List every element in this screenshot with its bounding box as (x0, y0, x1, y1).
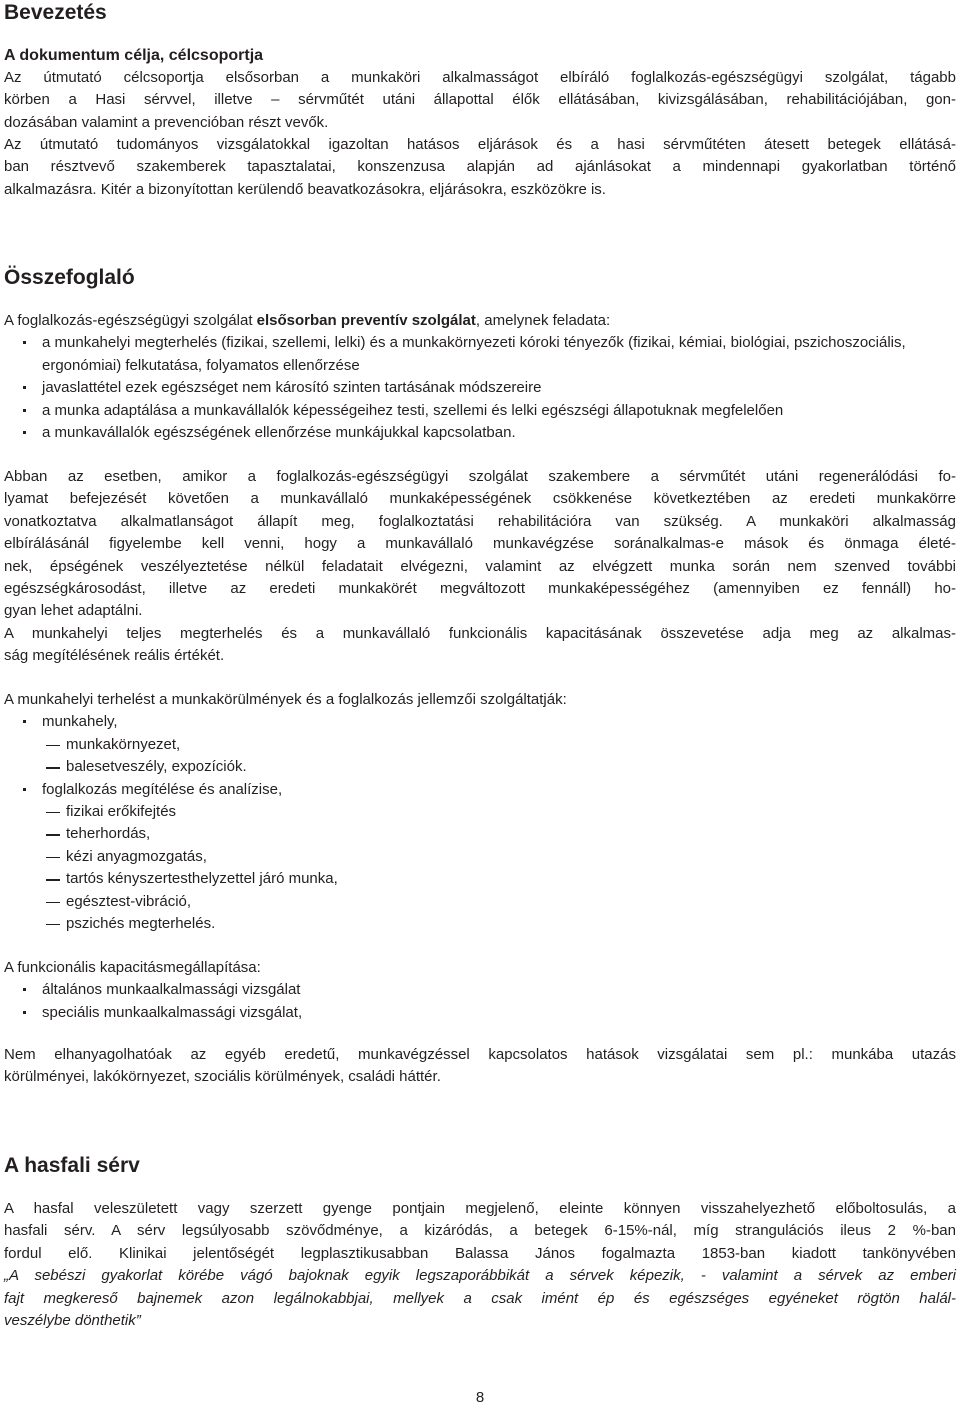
text-line: hasfali sérv. A sérv legsúlyosabb szövődménye, a kizáródás, a betegek 6-15%-nál, míg strangulációs ileus 2 %-ban (4, 1222, 956, 1240)
sub-list-item: tartós kényszertesthelyzettel járó munka, (4, 868, 956, 890)
workload-list (4, 711, 956, 733)
list-item: speciális munkaalkalmassági vizsgálat, (4, 1002, 956, 1024)
sub-list-item: balesetveszély, expozíciók. (4, 756, 956, 778)
text-line: ban résztvevő szakemberek tapasztalatai, konszenzusa alapján ad ajánlásokat a mindennapi gyakorlatban történő (4, 158, 956, 176)
summary-paragraph-3 (4, 466, 956, 668)
quote-line: fajt megkereső bajnemek azon legálnokabbjai, mellyek a csak imént ép és egészséges egyéneket rögtön halál- (4, 1289, 956, 1307)
text-line: egészségkárosodást, illetve az eredeti munkakörét megváltozott munkaképességéhez (amennyiben ez fennáll) ho- (4, 580, 956, 598)
section-title-hasfali-serv: A hasfali sérv (4, 1154, 140, 1177)
text-line: lyamat befejezését követően a munkavállaló munkaképességének csökkenése következtében az eredeti munkakörre (4, 490, 956, 508)
summary-paragraph-5 (4, 1044, 956, 1089)
text-line: A munkahelyi terhelést a munkakörülmények és a foglalkozás jellemzői szolgáltatják: (4, 691, 567, 708)
text-line: körben a Hasi sérvvel, illetve – sérvműtét utáni állapottal élők ellátásában, kivizsgálásában, rehabilitációjában, gon- (4, 91, 956, 109)
workload-sublist-1 (4, 734, 956, 779)
text-line: Az útmutató célcsoportja elsősorban a munkaköri alkalmasságot elbíráló foglalkozás-egészségügyi szolgálat, tágabb (4, 69, 956, 86)
text-line: A munkahelyi teljes megterhelés és a munkavállaló funkcionális kapacitásának összevetése adja meg az alkalmas- (4, 624, 956, 642)
text-span: A foglalkozás-egészségügyi szolgálat (4, 312, 257, 329)
emphasis-text: elsősorban preventív szolgálat (256, 312, 476, 329)
workload-sublist-2 (4, 801, 956, 935)
workload-section (4, 689, 956, 935)
text-line: fordul elő. Klinikai jelentőségét legplasztikusabban Balassa János fogalmazta 1853-ban kiadott tankönyvében (4, 1244, 956, 1262)
capacity-list (4, 979, 956, 1024)
text-line: elbírálásánál figyelembe kell venni, hogy a munkavállaló munkavégzése soránalkalmas-e mások és önmaga életé- (4, 535, 956, 553)
text-line: alkalmazásra. Kitér a bizonyítottan kerülendő beavatkozásokra, eljárásokra, eszközökre is. (4, 180, 606, 198)
workload-list (4, 779, 956, 801)
list-item: általános munkaalkalmassági vizsgálat (4, 979, 956, 1001)
list-item: a munka adaptálása a munkavállalók képességeihez testi, szellemi és lelki egészségi állapotuknak megfelelően (4, 400, 956, 422)
list-item: a munkahelyi megterhelés (fizikai, szellemi, lelki) és a munkakörnyezeti kóroki tényezők (fizikai, kémiai, biológiai, pszichoszociális, ergonómiai) felkutatása, folyamatos ellenőrzése (4, 332, 956, 377)
text-line: nek, épségének veszélyeztetése nélkül feladatait elvégezni, valamint az elvégzett munka során nem szenved további (4, 557, 956, 575)
text-line: Abban az esetben, amikor a foglalkozás-egészségügyi szolgálat szakembere a sérvműtét utáni regenerálódási fo- (4, 468, 956, 485)
list-item: a munkavállalók egészségének ellenőrzése munkájukkal kapcsolatban. (4, 422, 956, 444)
text-line: vonatkoztatva alkalmatlanságot állapít meg, foglalkoztatási rehabilitációra van szükség. A munkaköri alkalmasság (4, 512, 956, 530)
text-line: gyan lehet adaptálni. (4, 602, 143, 620)
text-line: körülményei, lakókörnyezet, szociális körülmények, családi háttér. (4, 1068, 441, 1086)
sub-list-item: kézi anyagmozgatás, (4, 846, 956, 868)
section-title-bevezetes: Bevezetés (4, 1, 107, 24)
hernia-paragraph (4, 1198, 956, 1332)
text-line: ság megítélésének reális értékét. (4, 647, 225, 665)
text-line: Az útmutató tudományos vizsgálatokkal igazoltan hatásos eljárások és a hasi sérvműtéten átesett betegek ellátásá- (4, 136, 956, 153)
list-item: munkahely, (4, 711, 956, 733)
intro-paragraph-2 (4, 134, 956, 201)
quote-line: „A sebészi gyakorlat körébe vágó bajoknak egyik legszaporábbikát a sérvek képezik, - valamint a sérvek az emberi (4, 1267, 956, 1285)
task-list (4, 332, 956, 444)
subsection-title-cel: A dokumentum célja, célcsoportja (4, 47, 264, 64)
section-title-osszefoglalo: Összefoglaló (4, 266, 135, 289)
list-item: javaslattétel ezek egészséget nem károsító szinten tartásának módszereire (4, 377, 956, 399)
text-line: A hasfal veleszületett vagy szerzett gyenge pontjain megjelenő, eleinte könnyen visszahelyezhető előboltosulás, a (4, 1200, 956, 1217)
text-span: , amelynek feladata: (475, 312, 611, 329)
text-line: dozásában valamint a prevencióban részt vevők. (4, 113, 329, 131)
intro-paragraph-1 (4, 67, 956, 134)
text-line: A funkcionális kapacitásmegállapítása: (4, 959, 261, 976)
capacity-section (4, 957, 956, 1024)
text-line: Nem elhanyagolhatóak az egyéb eredetű, munkavégzéssel kapcsolatos hatások vizsgálatai sem pl.: munkába utazás (4, 1046, 956, 1063)
summary-intro (4, 310, 956, 444)
sub-list-item: egésztest-vibráció, (4, 891, 956, 913)
quote-line: veszélybe dönthetik” (4, 1312, 141, 1330)
sub-list-item: fizikai erőkifejtés (4, 801, 956, 823)
sub-list-item: munkakörnyezet, (4, 734, 956, 756)
list-item: foglalkozás megítélése és analízise, (4, 779, 956, 801)
sub-list-item: teherhordás, (4, 823, 956, 845)
sub-list-item: pszichés megterhelés. (4, 913, 956, 935)
page-number: 8 (475, 1389, 485, 1406)
